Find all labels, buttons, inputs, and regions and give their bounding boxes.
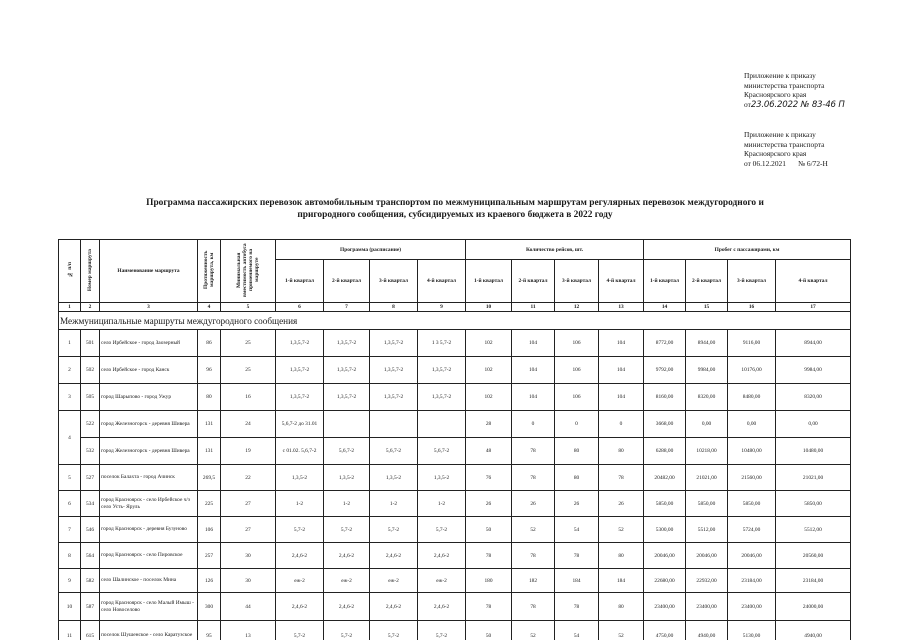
- trips-cell: 78: [466, 593, 512, 621]
- table-row: [59, 465, 851, 491]
- route-number-cell: 534: [81, 491, 100, 517]
- route-length-cell: 80: [198, 384, 221, 411]
- route-name-cell: город Железногорск - деревня Шивера: [100, 411, 198, 438]
- trips-cell: 50: [466, 621, 512, 640]
- route-length-cell: 300: [198, 593, 221, 621]
- header-quarter: 4-й квартал: [418, 260, 466, 303]
- trips-cell: 104: [512, 330, 555, 357]
- column-number: 7: [324, 303, 370, 312]
- trips-cell: 54: [555, 621, 599, 640]
- trips-cell: 102: [466, 357, 512, 384]
- bus-capacity-cell: 25: [221, 330, 276, 357]
- route-length-cell: 86: [198, 330, 221, 357]
- route-length-cell: 106: [198, 517, 221, 543]
- trips-cell: 80: [599, 543, 644, 569]
- row-pp-cell: 4: [59, 411, 81, 465]
- table-row: [59, 411, 851, 438]
- mileage-cell: 8320,00: [686, 384, 728, 411]
- header-quarter: 4-й квартал: [599, 260, 644, 303]
- column-number: 17: [776, 303, 851, 312]
- bus-capacity-cell: 19: [221, 438, 276, 465]
- trips-cell: 184: [599, 569, 644, 593]
- trips-cell: 26: [466, 491, 512, 517]
- table-row: [59, 357, 851, 384]
- route-name-cell: поселок Балахта - город Ачинск: [100, 465, 198, 491]
- appendix-date: от 06.12.2021: [744, 158, 786, 168]
- trips-cell: 52: [599, 621, 644, 640]
- schedule-cell: 1,3,5,7-2: [370, 384, 418, 411]
- schedule-cell: 1,3,5,7-2: [324, 357, 370, 384]
- mileage-cell: 23400,00: [644, 593, 686, 621]
- trips-cell: 52: [512, 517, 555, 543]
- trips-cell: 54: [555, 517, 599, 543]
- mileage-cell: 8772,00: [644, 330, 686, 357]
- header-capacity: Минимальная вместимость автобуса применяемого на маршруте: [221, 240, 276, 303]
- route-name-cell: село Шалинское - поселок Мина: [100, 569, 198, 593]
- table-row: [59, 569, 851, 593]
- schedule-cell: с 01.02. 5,6,7-2: [276, 438, 324, 465]
- schedule-cell: 5,7-2: [324, 621, 370, 640]
- mileage-cell: 5850,00: [776, 491, 851, 517]
- route-name-cell: село Ирбейское - город Заозерный: [100, 330, 198, 357]
- schedule-cell: 1,3,5,7-2: [276, 357, 324, 384]
- bus-capacity-cell: 27: [221, 517, 276, 543]
- route-name-cell: село Ирбейское - город Канск: [100, 357, 198, 384]
- route-length-cell: 131: [198, 438, 221, 465]
- schedule-cell: 5,6,7-2 до 31.01: [276, 411, 324, 438]
- schedule-cell: 2,4,6-2: [418, 543, 466, 569]
- column-number: 2: [81, 303, 100, 312]
- route-number-cell: 502: [81, 357, 100, 384]
- column-number: 11: [512, 303, 555, 312]
- trips-cell: 78: [599, 465, 644, 491]
- schedule-cell: 1,3,5,7-2: [324, 384, 370, 411]
- mileage-cell: 5130,00: [728, 621, 776, 640]
- mileage-cell: 23184,00: [728, 569, 776, 593]
- mileage-cell: 10480,00: [776, 438, 851, 465]
- appendix-line: Приложение к приказу: [744, 71, 816, 80]
- bus-capacity-cell: 30: [221, 569, 276, 593]
- title-line-1: Программа пассажирских перевозок автомобильным транспортом по межмуниципальным маршрутам регулярных перевозок междугородного и: [146, 198, 764, 208]
- mileage-cell: 20046,00: [728, 543, 776, 569]
- mileage-cell: 9984,00: [686, 357, 728, 384]
- bus-capacity-cell: 24: [221, 411, 276, 438]
- trips-cell: 0: [599, 411, 644, 438]
- route-length-cell: 269,5: [198, 465, 221, 491]
- schedule-cell: 1,3,5,7-2: [370, 357, 418, 384]
- header-mileage: Пробег с пассажирами, км: [644, 240, 851, 260]
- column-number: 10: [466, 303, 512, 312]
- section-title: Межмуниципальные маршруты междугородного сообщения: [59, 312, 851, 330]
- header-quarter: 3-й квартал: [555, 260, 599, 303]
- header-pp: № п/п: [59, 240, 81, 303]
- column-number: 1: [59, 303, 81, 312]
- schedule-cell: 2,4,6-2: [370, 593, 418, 621]
- appendix-line: Красноярского края: [744, 149, 807, 159]
- row-pp-cell: 11: [59, 621, 81, 640]
- row-pp-cell: 2: [59, 357, 81, 384]
- appendix-line: Приложение к приказу: [744, 130, 816, 139]
- schedule-cell: 5,6,7-2: [418, 438, 466, 465]
- mileage-cell: 0,00: [728, 411, 776, 438]
- table-row: [59, 384, 851, 411]
- column-number: 8: [370, 303, 418, 312]
- trips-cell: 48: [466, 438, 512, 465]
- route-name-cell: поселок Шушенское - село Каратузское: [100, 621, 198, 640]
- schedule-cell: 2,4,6-2: [370, 543, 418, 569]
- trips-cell: 104: [512, 384, 555, 411]
- bus-capacity-cell: 30: [221, 543, 276, 569]
- header-quarter: 1-й квартал: [644, 260, 686, 303]
- trips-cell: 80: [599, 438, 644, 465]
- row-pp-cell: 10: [59, 593, 81, 621]
- route-number-cell: 546: [81, 517, 100, 543]
- trips-cell: 78: [512, 438, 555, 465]
- table-row: [59, 330, 851, 357]
- table-row: [59, 438, 851, 465]
- header-length: Протяженность маршрута, км: [198, 240, 221, 303]
- schedule-cell: еж-2: [370, 569, 418, 593]
- mileage-cell: 22932,00: [686, 569, 728, 593]
- bus-capacity-cell: 16: [221, 384, 276, 411]
- header-trips: Количество рейсов, шт.: [466, 240, 644, 260]
- mileage-cell: 20482,00: [644, 465, 686, 491]
- header-quarter: 2-й квартал: [512, 260, 555, 303]
- schedule-cell: 5,7-2: [276, 517, 324, 543]
- route-name-cell: город Красноярск - село Ирбейское ч/з село Усть- Яруль: [100, 491, 198, 517]
- mileage-cell: 8944,00: [686, 330, 728, 357]
- row-pp-cell: 8: [59, 543, 81, 569]
- mileage-cell: 5724,00: [728, 517, 776, 543]
- schedule-cell: 1,3,5,7-2: [324, 330, 370, 357]
- trips-cell: 106: [555, 357, 599, 384]
- mileage-cell: 9116,00: [728, 330, 776, 357]
- mileage-cell: 4750,00: [644, 621, 686, 640]
- mileage-cell: 0,00: [686, 411, 728, 438]
- trips-cell: 80: [599, 593, 644, 621]
- trips-cell: 26: [555, 491, 599, 517]
- mileage-cell: 8320,00: [776, 384, 851, 411]
- mileage-cell: 8480,00: [728, 384, 776, 411]
- trips-cell: 104: [512, 357, 555, 384]
- header-program: Программа (расписание): [276, 240, 466, 260]
- header-quarter: 4-й квартал: [776, 260, 851, 303]
- trips-cell: 78: [512, 465, 555, 491]
- header-route-name: Наименование маршрута: [100, 240, 198, 303]
- header-route-number: Номер маршрута: [81, 240, 100, 303]
- mileage-cell: 5850,00: [686, 491, 728, 517]
- route-name-cell: город Красноярск - деревня Бузуново: [100, 517, 198, 543]
- header-quarter: 1-й квартал: [276, 260, 324, 303]
- trips-cell: 52: [512, 621, 555, 640]
- schedule-cell: 5,6,7-2: [370, 438, 418, 465]
- mileage-cell: 6288,00: [644, 438, 686, 465]
- trips-cell: 76: [466, 465, 512, 491]
- row-pp-cell: 9: [59, 569, 81, 593]
- header-quarter: 1-й квартал: [466, 260, 512, 303]
- appendix-line: министерства транспорта: [744, 80, 825, 90]
- schedule-cell: 5,7-2: [324, 517, 370, 543]
- trips-cell: 78: [555, 543, 599, 569]
- table-row: [59, 491, 851, 517]
- document-title: [100, 198, 810, 221]
- mileage-cell: 4940,00: [686, 621, 728, 640]
- mileage-cell: 21021,00: [686, 465, 728, 491]
- trips-cell: 106: [555, 330, 599, 357]
- table-row: [59, 621, 851, 640]
- route-number-cell: 501: [81, 330, 100, 357]
- schedule-cell: [370, 411, 418, 438]
- trips-cell: 28: [466, 411, 512, 438]
- schedule-cell: еж-2: [276, 569, 324, 593]
- bus-capacity-cell: 22: [221, 465, 276, 491]
- schedule-cell: 5,7-2: [370, 517, 418, 543]
- mileage-cell: 22680,00: [644, 569, 686, 593]
- route-length-cell: 131: [198, 411, 221, 438]
- column-number: 9: [418, 303, 466, 312]
- mileage-cell: 4940,00: [776, 621, 851, 640]
- mileage-cell: 20046,00: [644, 543, 686, 569]
- trips-cell: 78: [512, 593, 555, 621]
- mileage-cell: 8944,00: [776, 330, 851, 357]
- row-pp-cell: 7: [59, 517, 81, 543]
- column-number-row: [59, 303, 851, 312]
- schedule-cell: [324, 411, 370, 438]
- mileage-cell: 5512,00: [776, 517, 851, 543]
- schedule-cell: 5,7-2: [418, 517, 466, 543]
- appendix-number: № 6/72-Н: [798, 158, 828, 168]
- schedule-cell: 1,3,5,7-2: [418, 357, 466, 384]
- title-line-2: пригородного сообщения, субсидируемых из краевого бюджета в 2022 году: [297, 209, 613, 220]
- route-number-cell: 527: [81, 465, 100, 491]
- trips-cell: 78: [466, 543, 512, 569]
- route-length-cell: 257: [198, 543, 221, 569]
- schedule-cell: еж-2: [418, 569, 466, 593]
- route-number-cell: 582: [81, 569, 100, 593]
- mileage-cell: 3668,00: [644, 411, 686, 438]
- schedule-cell: 1-2: [370, 491, 418, 517]
- appendix-date-prefix: от: [744, 99, 751, 109]
- trips-cell: 106: [555, 384, 599, 411]
- trips-cell: 50: [466, 517, 512, 543]
- route-length-cell: 225: [198, 491, 221, 517]
- mileage-cell: 23184,00: [776, 569, 851, 593]
- mileage-cell: 8160,00: [644, 384, 686, 411]
- mileage-cell: 10218,00: [686, 438, 728, 465]
- trips-cell: 26: [512, 491, 555, 517]
- trips-cell: 104: [599, 384, 644, 411]
- schedule-cell: [418, 411, 466, 438]
- mileage-cell: 5512,00: [686, 517, 728, 543]
- header-quarter: 2-й квартал: [324, 260, 370, 303]
- row-pp-cell: 3: [59, 384, 81, 411]
- appendix-line: Красноярского края: [744, 90, 807, 100]
- schedule-cell: 2,4,6-2: [276, 543, 324, 569]
- schedule-cell: 1-2: [276, 491, 324, 517]
- header-quarter: 3-й квартал: [728, 260, 776, 303]
- trips-cell: 26: [599, 491, 644, 517]
- trips-cell: 52: [599, 517, 644, 543]
- schedule-cell: 1,3,5,7-2: [370, 330, 418, 357]
- mileage-cell: 5850,00: [728, 491, 776, 517]
- header-row-top: [59, 240, 851, 260]
- column-number: 15: [686, 303, 728, 312]
- mileage-cell: 23400,00: [728, 593, 776, 621]
- trips-cell: 182: [512, 569, 555, 593]
- mileage-cell: 10176,00: [728, 357, 776, 384]
- row-pp-cell: 1: [59, 330, 81, 357]
- appendix-block-current: [744, 71, 845, 110]
- header-quarter: 3-й квартал: [370, 260, 418, 303]
- column-number: 14: [644, 303, 686, 312]
- schedule-cell: 1-2: [324, 491, 370, 517]
- mileage-cell: 20560,00: [776, 543, 851, 569]
- route-name-cell: город Красноярск - село Малый Имыш - село Новоселово: [100, 593, 198, 621]
- mileage-cell: 24000,00: [776, 593, 851, 621]
- header-quarter: 2-й квартал: [686, 260, 728, 303]
- schedule-cell: 2,4,6-2: [418, 593, 466, 621]
- mileage-cell: 20046,00: [686, 543, 728, 569]
- row-pp-cell: 6: [59, 491, 81, 517]
- schedule-cell: 1,3,5,7-2: [276, 330, 324, 357]
- mileage-cell: 5300,00: [644, 517, 686, 543]
- schedule-cell: 5,6,7-2: [324, 438, 370, 465]
- route-number-cell: 587: [81, 593, 100, 621]
- row-pp-cell: 5: [59, 465, 81, 491]
- bus-capacity-cell: 13: [221, 621, 276, 640]
- bus-capacity-cell: 27: [221, 491, 276, 517]
- column-number: 12: [555, 303, 599, 312]
- schedule-cell: 5,7-2: [276, 621, 324, 640]
- route-number-cell: 532: [81, 438, 100, 465]
- schedule-cell: 1,3,5-2: [324, 465, 370, 491]
- schedule-cell: 1-2: [418, 491, 466, 517]
- route-length-cell: 95: [198, 621, 221, 640]
- trips-cell: 104: [599, 357, 644, 384]
- mileage-cell: 21560,00: [728, 465, 776, 491]
- bus-capacity-cell: 44: [221, 593, 276, 621]
- schedule-cell: 1,3,5,7-2: [418, 384, 466, 411]
- routes-table: [58, 239, 851, 640]
- route-name-cell: город Железногорск - деревня Шивера: [100, 438, 198, 465]
- schedule-cell: 2,4,6-2: [324, 593, 370, 621]
- appendix-block-original: [744, 130, 828, 168]
- bus-capacity-cell: 25: [221, 357, 276, 384]
- trips-cell: 102: [466, 384, 512, 411]
- schedule-cell: еж-2: [324, 569, 370, 593]
- schedule-cell: 5,7-2: [370, 621, 418, 640]
- trips-cell: 78: [555, 593, 599, 621]
- mileage-cell: 10480,00: [728, 438, 776, 465]
- table-row: [59, 543, 851, 569]
- appendix-date-line: [744, 159, 828, 169]
- route-length-cell: 96: [198, 357, 221, 384]
- trips-cell: 0: [555, 411, 599, 438]
- mileage-cell: 9792,00: [644, 357, 686, 384]
- trips-cell: 180: [466, 569, 512, 593]
- route-length-cell: 126: [198, 569, 221, 593]
- schedule-cell: 1,3,5,7-2: [276, 384, 324, 411]
- schedule-cell: 1,3,5-2: [370, 465, 418, 491]
- section-row: [59, 312, 851, 330]
- schedule-cell: 1,3,5-2: [418, 465, 466, 491]
- column-number: 16: [728, 303, 776, 312]
- route-number-cell: 564: [81, 543, 100, 569]
- trips-cell: 0: [512, 411, 555, 438]
- table-row: [59, 593, 851, 621]
- schedule-cell: 2,4,6-2: [276, 593, 324, 621]
- schedule-cell: 5,7-2: [418, 621, 466, 640]
- trips-cell: 102: [466, 330, 512, 357]
- column-number: 5: [221, 303, 276, 312]
- mileage-cell: 5850,00: [644, 491, 686, 517]
- mileage-cell: 21021,00: [776, 465, 851, 491]
- schedule-cell: 2,4,6-2: [324, 543, 370, 569]
- mileage-cell: 23400,00: [686, 593, 728, 621]
- column-number: 4: [198, 303, 221, 312]
- trips-cell: 184: [555, 569, 599, 593]
- route-number-cell: 505: [81, 384, 100, 411]
- column-number: 3: [100, 303, 198, 312]
- trips-cell: 78: [512, 543, 555, 569]
- schedule-cell: 1 3 5,7-2: [418, 330, 466, 357]
- trips-cell: 80: [555, 465, 599, 491]
- schedule-cell: 1,3,5-2: [276, 465, 324, 491]
- handwritten-date-number: 23.06.2022 № 83-46 П: [750, 99, 845, 110]
- route-number-cell: 615: [81, 621, 100, 640]
- trips-cell: 104: [599, 330, 644, 357]
- appendix-line: министерства транспорта: [744, 139, 825, 149]
- appendix-date-line: [744, 100, 845, 111]
- trips-cell: 80: [555, 438, 599, 465]
- table-row: [59, 517, 851, 543]
- column-number: 13: [599, 303, 644, 312]
- mileage-cell: 9984,00: [776, 357, 851, 384]
- column-number: 6: [276, 303, 324, 312]
- route-name-cell: город Шарыпово - город Ужур: [100, 384, 198, 411]
- route-number-cell: 522: [81, 411, 100, 438]
- route-name-cell: город Красноярск - село Пировское: [100, 543, 198, 569]
- mileage-cell: 0,00: [776, 411, 851, 438]
